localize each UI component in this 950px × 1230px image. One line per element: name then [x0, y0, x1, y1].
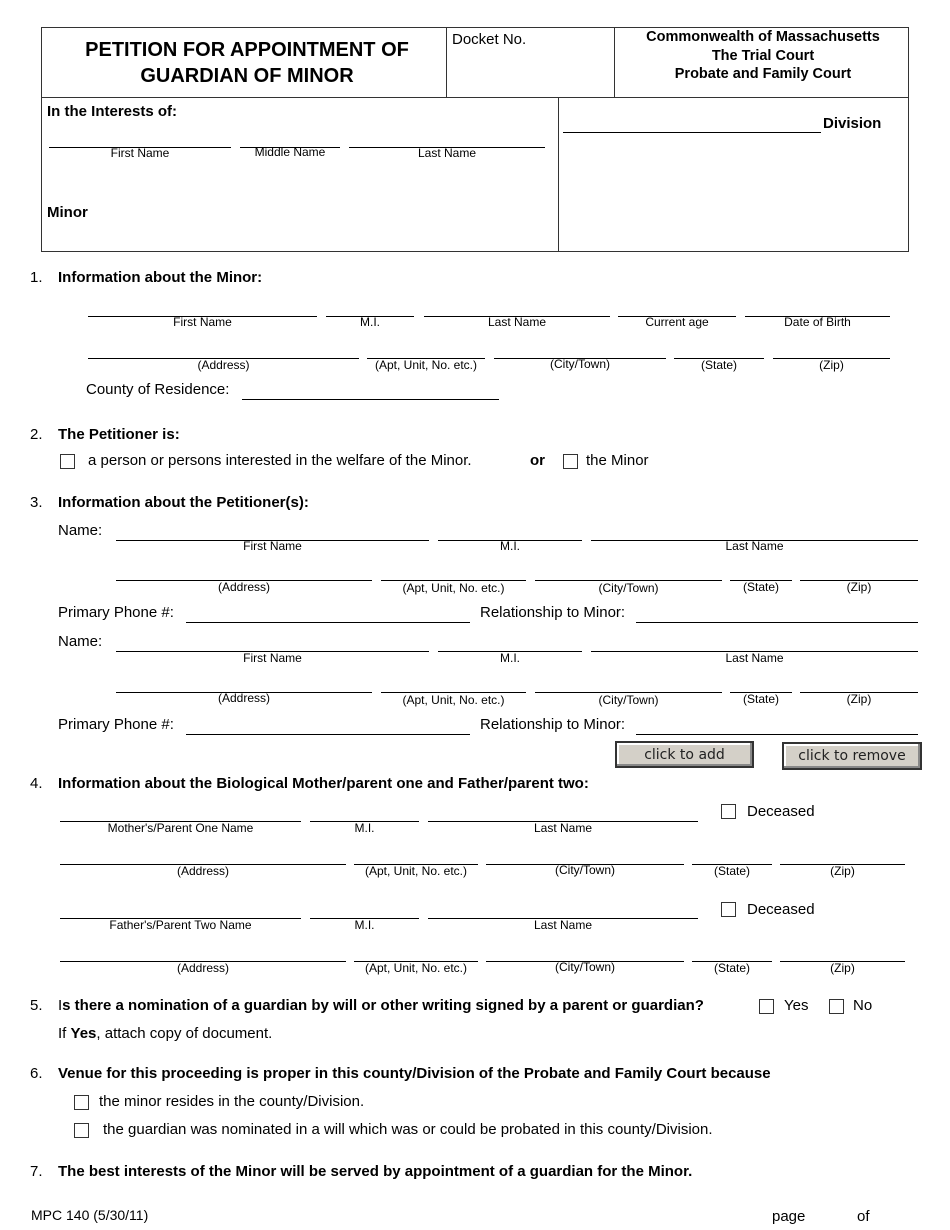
nomination-no-checkbox[interactable]: [829, 999, 844, 1014]
or-label: or: [530, 452, 545, 469]
first-name-label: First Name: [110, 146, 170, 160]
minor-label: Minor: [47, 204, 88, 221]
s1-last-name-label: Last Name: [487, 315, 547, 329]
s1-age-label: Current age: [645, 315, 709, 329]
s1-apt-label: (Apt, Unit, No. etc.): [374, 358, 478, 372]
add-petitioner-button[interactable]: click to add: [615, 741, 754, 768]
nomination-yes-checkbox[interactable]: [759, 999, 774, 1014]
venue-resides-checkbox[interactable]: [74, 1095, 89, 1110]
petitioner2-phone-field[interactable]: [186, 734, 470, 735]
s1-dob-label: Date of Birth: [784, 315, 851, 329]
father-apt-label: (Apt, Unit, No. etc.): [364, 961, 468, 975]
father-state-label: (State): [713, 961, 750, 975]
petitioner2-zip-label: (Zip): [846, 692, 872, 706]
venue-resides-label: the minor resides in the county/Division.: [99, 1093, 365, 1110]
petitioner1-phone-field[interactable]: [186, 622, 470, 623]
petitioner1-zip-label: (Zip): [846, 580, 872, 594]
father-name-label: Father's/Parent Two Name: [109, 918, 252, 932]
petitioner1-state-label: (State): [742, 580, 779, 594]
section-3-number: 3.: [30, 494, 43, 511]
father-mi-label: M.I.: [354, 918, 375, 932]
venue-will-label: the guardian was nominated in a will which was or could be probated in this county/Division.: [103, 1121, 713, 1138]
interested-person-checkbox[interactable]: [60, 454, 75, 469]
father-address-label: (Address): [176, 961, 229, 975]
division-field[interactable]: [563, 132, 821, 133]
petitioner2-first-name-label: First Name: [243, 651, 302, 665]
petitioner2-relationship-field[interactable]: [636, 734, 918, 735]
section-2-number: 2.: [30, 426, 43, 443]
s1-address-label: (Address): [197, 358, 250, 372]
petitioner1-city-label: (City/Town): [598, 581, 659, 595]
nomination-no-label: No: [853, 997, 873, 1014]
county-label: County of Residence:: [86, 381, 230, 398]
mother-zip-label: (Zip): [830, 864, 855, 878]
petitioner1-name-label: Name:: [58, 522, 103, 539]
section-1-number: 1.: [30, 269, 43, 286]
petitioner2-last-name-label: Last Name: [725, 651, 784, 665]
section-5-question-text: s there a nomination of a guardian by will or other writing signed by a parent or guardian?: [62, 997, 704, 1014]
petitioner2-address-label: (Address): [217, 691, 270, 705]
s1-city-label: (City/Town): [549, 357, 610, 371]
section-7-title: The best interests of the Minor will be served by appointment of a guardian for the Minor.: [58, 1163, 693, 1180]
petitioner2-apt-label: (Apt, Unit, No. etc.): [402, 693, 505, 707]
petitioner2-state-label: (State): [742, 692, 779, 706]
petitioner1-phone-label: Primary Phone #:: [58, 604, 174, 621]
page-label: page: [772, 1208, 806, 1225]
middle-name-label: Middle Name: [254, 145, 326, 159]
nomination-yes-label: Yes: [784, 997, 809, 1014]
petitioner1-relationship-label: Relationship to Minor:: [480, 604, 626, 621]
section-5-number: 5.: [30, 997, 43, 1014]
of-label: of: [857, 1208, 870, 1225]
petitioner1-first-name-label: First Name: [243, 539, 302, 553]
section-1-title: Information about the Minor:: [58, 269, 263, 286]
nomination-note: [58, 1025, 272, 1042]
section-6-title: Venue for this proceeding is proper in this county/Division of the Probate and Family Court because: [58, 1065, 771, 1082]
minor-petitioner-label: the Minor: [586, 452, 649, 469]
petitioner2-relationship-label: Relationship to Minor:: [480, 716, 626, 733]
mother-address-label: (Address): [176, 864, 229, 878]
mother-name-label: Mother's/Parent One Name: [107, 821, 254, 835]
note-suffix: , attach copy of document.: [96, 1025, 273, 1042]
section-4-number: 4.: [30, 775, 43, 792]
section-5-question: [58, 997, 704, 1014]
county-field[interactable]: [242, 399, 499, 400]
s1-zip-label: (Zip): [819, 358, 844, 372]
mother-deceased-checkbox[interactable]: [721, 804, 736, 819]
s1-mi-label: M.I.: [360, 315, 380, 329]
docket-label: Docket No.: [452, 31, 527, 48]
interests-label: In the Interests of:: [47, 103, 178, 120]
court-name: Commonwealth of Massachusetts The Trial Court Probate and Family Court: [646, 29, 880, 82]
note-prefix: If: [58, 1025, 71, 1042]
mother-city-label: (City/Town): [554, 863, 615, 877]
petitioner1-relationship-field[interactable]: [636, 622, 918, 623]
mother-last-name-label: Last Name: [533, 821, 593, 835]
section-5-question-lead: I: [58, 997, 63, 1014]
section-7-number: 7.: [30, 1163, 43, 1180]
remove-petitioner-button[interactable]: click to remove: [782, 742, 922, 770]
form-id: MPC 140 (5/30/11): [31, 1207, 149, 1223]
s1-state-label: (State): [700, 358, 737, 372]
petitioner2-mi-label: M.I.: [500, 651, 520, 665]
petitioner2-phone-label: Primary Phone #:: [58, 716, 174, 733]
father-city-label: (City/Town): [554, 960, 615, 974]
mother-deceased-label: Deceased: [747, 803, 815, 820]
note-yes: Yes: [70, 1025, 97, 1042]
petitioner2-city-label: (City/Town): [598, 693, 659, 707]
venue-will-checkbox[interactable]: [74, 1123, 89, 1138]
father-last-name-label: Last Name: [533, 918, 593, 932]
minor-petitioner-checkbox[interactable]: [563, 454, 578, 469]
father-deceased-label: Deceased: [747, 901, 815, 918]
s1-first-name-label: First Name: [173, 315, 232, 329]
form-title: PETITION FOR APPOINTMENT OF GUARDIAN OF MINOR: [85, 39, 409, 87]
division-label: Division: [823, 115, 882, 132]
petitioner1-last-name-label: Last Name: [725, 539, 784, 553]
mother-mi-label: M.I.: [354, 821, 375, 835]
father-zip-label: (Zip): [830, 961, 855, 975]
mother-apt-label: (Apt, Unit, No. etc.): [364, 864, 468, 878]
section-3-title: Information about the Petitioner(s):: [58, 494, 309, 511]
last-name-label: Last Name: [417, 146, 477, 160]
section-6-number: 6.: [30, 1065, 43, 1082]
interested-person-label: a person or persons interested in the welfare of the Minor.: [88, 452, 472, 469]
mother-state-label: (State): [713, 864, 750, 878]
petitioner2-name-label: Name:: [58, 633, 103, 650]
petitioner1-address-label: (Address): [217, 580, 270, 594]
section-4-title: Information about the Biological Mother/parent one and Father/parent two:: [58, 775, 589, 792]
petitioner1-mi-label: M.I.: [500, 539, 520, 553]
section-2-title: The Petitioner is:: [58, 426, 180, 443]
petitioner1-apt-label: (Apt, Unit, No. etc.): [402, 581, 505, 595]
father-deceased-checkbox[interactable]: [721, 902, 736, 917]
